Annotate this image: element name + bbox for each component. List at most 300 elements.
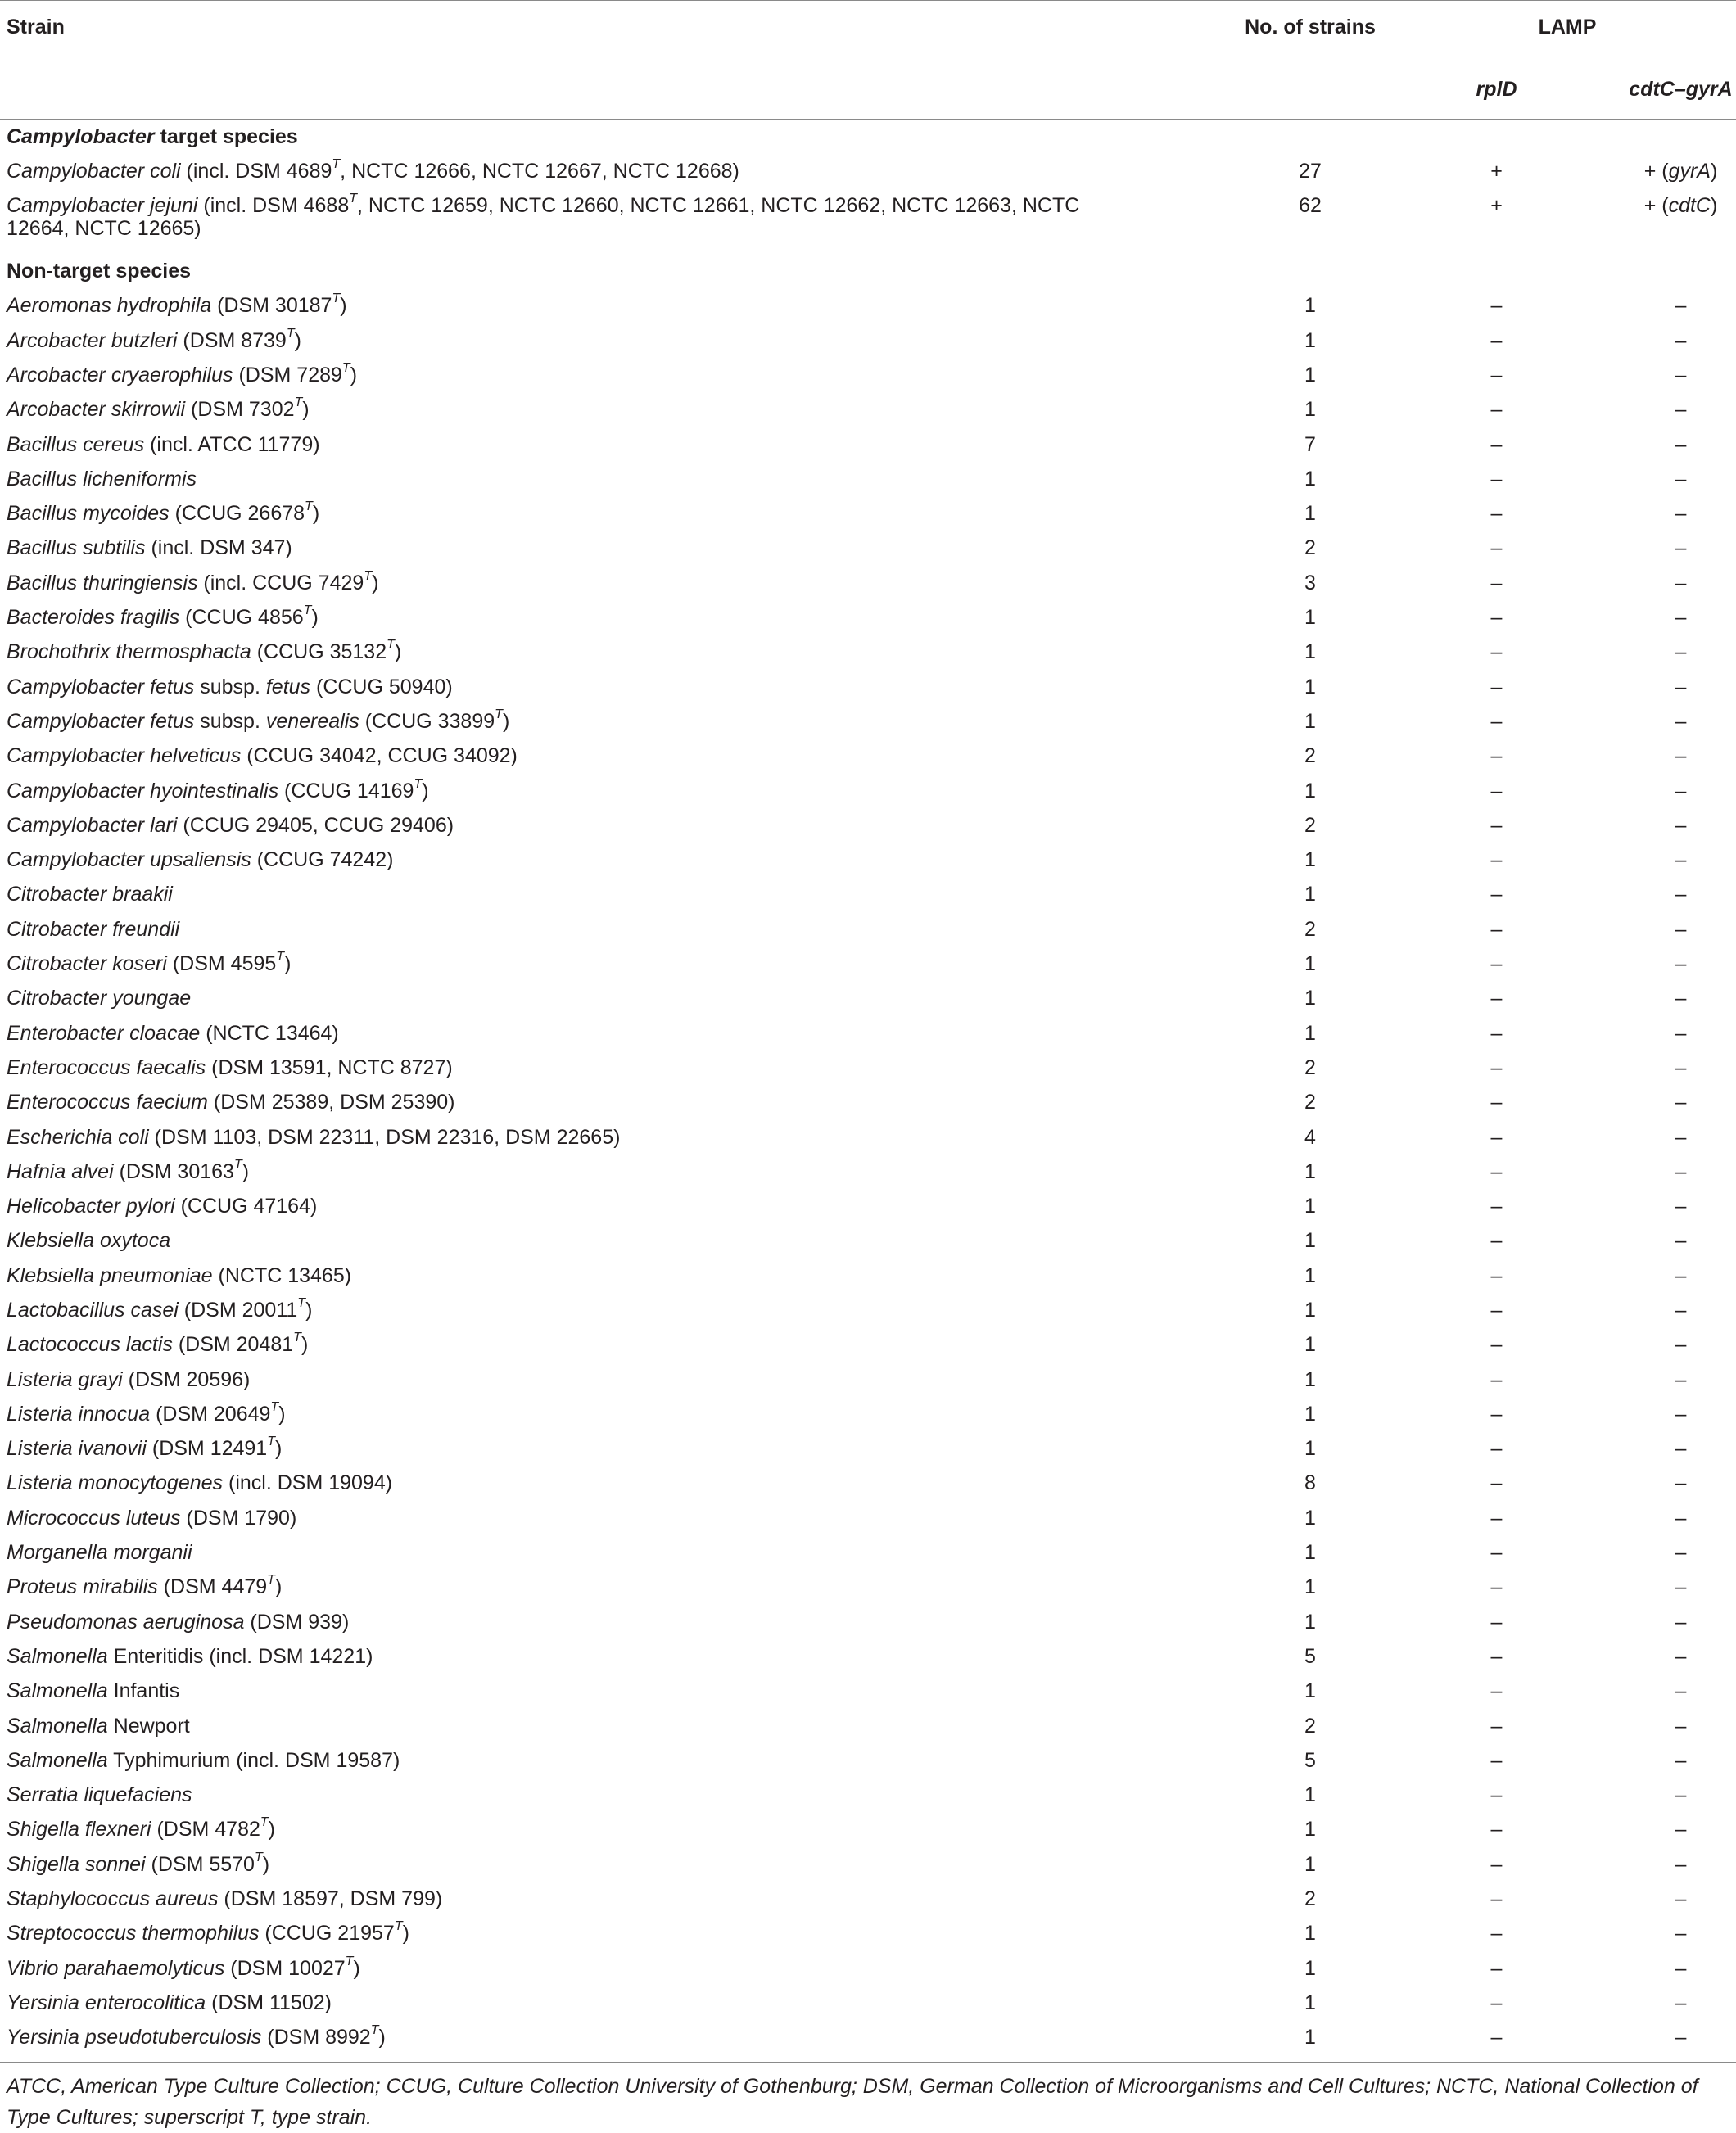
- table-row: [0, 1155, 1736, 1189]
- strain-cell: [0, 323, 1130, 358]
- num-strains-cell: 2: [1304, 1887, 1316, 1911]
- rplD-result-cell: –: [1490, 1748, 1503, 1772]
- num-strains-cell: 1: [1304, 398, 1316, 422]
- table-row: [0, 1397, 1736, 1431]
- strain-text: (DSM 30163: [113, 1159, 234, 1183]
- cdtC-gyrA-result-cell: + (cdtC): [1643, 194, 1718, 218]
- table-row: [0, 1743, 1736, 1778]
- rplD-result-cell: –: [1490, 744, 1503, 768]
- table-row: [0, 1085, 1736, 1119]
- type-strain-superscript: T: [370, 2023, 379, 2038]
- num-strains-cell: 2: [1304, 813, 1316, 837]
- rplD-result-cell: –: [1490, 502, 1503, 526]
- strain-name-italic: Salmonella: [7, 1644, 108, 1668]
- strain-name-italic: Listeria grayi: [7, 1367, 123, 1391]
- strain-cell: [0, 1674, 1130, 1708]
- type-strain-superscript: T: [303, 603, 312, 618]
- section-header-row: [0, 254, 1736, 288]
- rplD-result-cell: –: [1490, 398, 1503, 422]
- cdtC-gyrA-result-cell: –: [1675, 502, 1687, 526]
- rplD-result-cell: –: [1490, 1229, 1503, 1253]
- rplD-result-cell: –: [1490, 1644, 1503, 1668]
- strain-text: (DSM 20596): [122, 1367, 251, 1391]
- strain-cell: [0, 704, 1130, 739]
- strain-name-italic: Campylobacter hyointestinalis: [7, 779, 279, 802]
- cdtC-gyrA-result-cell: –: [1675, 1055, 1687, 1079]
- strain-text: ): [402, 1922, 409, 1945]
- rplD-result-cell: –: [1490, 363, 1503, 386]
- header-strain: Strain: [0, 1, 1130, 67]
- strain-cell: [0, 774, 1130, 808]
- num-strains-cell: 3: [1304, 571, 1316, 594]
- header-row-2: [0, 66, 1736, 120]
- section-title-text: Non-target species: [7, 260, 192, 283]
- strain-text: ): [502, 709, 510, 733]
- section-header-row: [0, 120, 1736, 154]
- table-row: [0, 1535, 1736, 1570]
- table-row: [0, 1466, 1736, 1500]
- strain-text: subsp.: [194, 675, 266, 698]
- num-strains-cell: 1: [1304, 1367, 1316, 1391]
- cdtC-gyrA-result-cell: –: [1675, 1610, 1687, 1634]
- strain-name-italic: Bacillus thuringiensis: [7, 571, 198, 594]
- num-strains-cell: 1: [1304, 779, 1316, 802]
- num-strains-cell: 1: [1304, 1506, 1316, 1530]
- cdtC-gyrA-result-cell: –: [1675, 398, 1687, 422]
- strain-text: (DSM 1790): [180, 1506, 297, 1530]
- strain-name-italic: Serratia liquefaciens: [7, 1783, 192, 1807]
- strain-name-italic: Klebsiella pneumoniae: [7, 1263, 213, 1287]
- strain-text: (DSM 20649: [150, 1402, 271, 1426]
- strain-text: (CCUG 33899: [359, 709, 495, 733]
- strain-cell: [0, 531, 1130, 565]
- strain-name-italic: Bacillus mycoides: [7, 502, 170, 526]
- strain-cell: [0, 1259, 1130, 1293]
- rplD-result-cell: –: [1490, 1263, 1503, 1287]
- cdtC-gyrA-result-cell: –: [1675, 1575, 1687, 1599]
- strain-text: ): [311, 606, 319, 630]
- cdtC-gyrA-result-cell: –: [1675, 1644, 1687, 1668]
- strain-text: Enteritidis (incl. DSM 14221): [107, 1644, 373, 1668]
- strain-cell: [0, 670, 1130, 704]
- type-strain-superscript: T: [394, 1919, 403, 1934]
- strain-name-italic: Campylobacter jejuni: [7, 194, 198, 218]
- cdtC-gyrA-result-cell: –: [1675, 1956, 1687, 1980]
- table-row: [0, 1882, 1736, 1916]
- strain-name-italic: Campylobacter coli: [7, 159, 181, 183]
- strain-text: (incl. DSM 347): [145, 536, 292, 560]
- strain-name-italic: Aeromonas hydrophila: [7, 294, 212, 318]
- strain-name-italic: Bacteroides fragilis: [7, 606, 180, 630]
- strain-cell: [0, 1223, 1130, 1258]
- strain-cell: [0, 1085, 1130, 1119]
- num-strains-cell: 1: [1304, 709, 1316, 733]
- cdtC-gyrA-result-cell: –: [1675, 1437, 1687, 1461]
- strain-text: (NCTC 13465): [212, 1263, 352, 1287]
- type-strain-superscript: T: [294, 395, 303, 410]
- cdtC-gyrA-result-cell: –: [1675, 709, 1687, 733]
- type-strain-superscript: T: [495, 707, 503, 721]
- num-strains-cell: 1: [1304, 467, 1316, 490]
- strain-name-italic: fetus: [265, 675, 311, 698]
- rplD-result-cell: –: [1490, 1922, 1503, 1945]
- table-row: [0, 600, 1736, 635]
- table-row: [0, 877, 1736, 911]
- cdtC-gyrA-result-cell: –: [1675, 1402, 1687, 1426]
- table-row: [0, 947, 1736, 981]
- table-row: [0, 154, 1736, 188]
- table-row: [0, 1051, 1736, 1085]
- table-row: [0, 288, 1736, 323]
- strain-text: (incl. CCUG 7429: [197, 571, 364, 594]
- result-gene-note: gyrA: [1668, 159, 1711, 183]
- rplD-result-cell: –: [1490, 1783, 1503, 1807]
- rplD-result-cell: –: [1490, 1991, 1503, 2014]
- strain-text: (DSM 12491: [146, 1437, 268, 1461]
- strain-cell: [0, 843, 1130, 877]
- strain-name-italic: Proteus mirabilis: [7, 1575, 158, 1599]
- strain-text: (DSM 939): [244, 1610, 350, 1634]
- rplD-result-cell: +: [1490, 194, 1503, 218]
- header-lamp: LAMP: [1399, 16, 1736, 56]
- type-strain-superscript: T: [276, 950, 285, 965]
- result-gene-note: cdtC: [1668, 194, 1711, 218]
- table-row: [0, 1951, 1736, 1986]
- cdtC-gyrA-result-cell: –: [1675, 952, 1687, 976]
- type-strain-superscript: T: [341, 360, 350, 375]
- strain-cell: [0, 1743, 1130, 1778]
- strain-cell: [0, 1327, 1130, 1362]
- cdtC-gyrA-result-cell: –: [1675, 779, 1687, 802]
- type-strain-superscript: T: [267, 1573, 275, 1588]
- num-strains-cell: 1: [1304, 1922, 1316, 1945]
- strain-cell: [0, 947, 1130, 981]
- strain-name-italic: Morganella morganii: [7, 1541, 192, 1565]
- rplD-result-cell: –: [1490, 640, 1503, 664]
- strain-name-italic: Brochothrix thermosphacta: [7, 640, 251, 664]
- cdtC-gyrA-result-cell: –: [1675, 294, 1687, 318]
- type-strain-superscript: T: [332, 156, 341, 171]
- strain-cell: [0, 1466, 1130, 1500]
- num-strains-cell: 1: [1304, 1575, 1316, 1599]
- rplD-result-cell: –: [1490, 1575, 1503, 1599]
- strain-cell: [0, 1155, 1130, 1189]
- num-strains-cell: 1: [1304, 1783, 1316, 1807]
- table-row: [0, 912, 1736, 947]
- strain-text: (DSM 8739: [177, 328, 287, 352]
- num-strains-cell: 1: [1304, 294, 1316, 318]
- header-cdtC-gyrA: cdtC–gyrA: [1552, 66, 1736, 120]
- table-row: [0, 496, 1736, 531]
- num-strains-cell: 1: [1304, 1299, 1316, 1322]
- rplD-result-cell: –: [1490, 1402, 1503, 1426]
- num-strains-cell: 1: [1304, 1818, 1316, 1842]
- num-strains-cell: 1: [1304, 883, 1316, 906]
- table-row: [0, 635, 1736, 669]
- strain-cell: [0, 427, 1130, 462]
- table-row: [0, 427, 1736, 462]
- strain-cell: [0, 981, 1130, 1015]
- rplD-result-cell: –: [1490, 952, 1503, 976]
- num-strains-cell: 2: [1304, 1714, 1316, 1738]
- table-row: [0, 670, 1736, 704]
- num-strains-cell: 1: [1304, 1263, 1316, 1287]
- rplD-result-cell: –: [1490, 1956, 1503, 1980]
- table-footnote: ATCC, American Type Culture Collection; CCUG, Culture Collection University of Gothenburg; DSM, German Collection of Microorganisms and Cell Cultures; NCTC, National Collection of Type Cultures; superscript T, type strain.: [0, 2062, 1736, 2133]
- table-row: [0, 462, 1736, 496]
- strain-name-italic: Hafnia alvei: [7, 1159, 114, 1183]
- strain-text: (CCUG 29405, CCUG 29406): [177, 813, 454, 837]
- strain-text: , NCTC 12666, NCTC 12667, NCTC 12668): [340, 159, 739, 183]
- cdtC-gyrA-result-cell: –: [1675, 1125, 1687, 1149]
- rplD-result-cell: –: [1490, 709, 1503, 733]
- table-row: [0, 981, 1736, 1015]
- strain-text: (DSM 10027: [224, 1956, 346, 1980]
- result-symbol: +: [1643, 159, 1657, 183]
- num-strains-cell: 1: [1304, 675, 1316, 698]
- strain-text: (incl. ATCC 11779): [144, 432, 320, 456]
- strain-name-italic: Citrobacter youngae: [7, 987, 192, 1010]
- num-strains-cell: 5: [1304, 1748, 1316, 1772]
- strain-cell: [0, 1431, 1130, 1466]
- cdtC-gyrA-result-cell: –: [1675, 987, 1687, 1010]
- strain-cell: [0, 2020, 1130, 2054]
- strain-text: (CCUG 14169: [278, 779, 414, 802]
- strain-cell: [0, 566, 1130, 600]
- type-strain-superscript: T: [293, 1331, 301, 1345]
- strain-name-italic: Lactococcus lactis: [7, 1333, 173, 1357]
- strain-text: (CCUG 4856: [179, 606, 304, 630]
- strain-text: (DSM 30187: [211, 294, 332, 318]
- header-row-1: [0, 1, 1736, 67]
- rplD-result-cell: –: [1490, 848, 1503, 872]
- num-strains-cell: 1: [1304, 1679, 1316, 1703]
- section-title-italic: Campylobacter: [7, 125, 155, 148]
- strain-cell: [0, 600, 1130, 635]
- num-strains-cell: 1: [1304, 1229, 1316, 1253]
- strain-cell: [0, 1120, 1130, 1155]
- table-row: [0, 1570, 1736, 1604]
- strain-text: (incl. DSM 19094): [223, 1471, 393, 1495]
- num-strains-cell: 1: [1304, 1610, 1316, 1634]
- num-strains-cell: 1: [1304, 1541, 1316, 1565]
- strain-name-italic: Bacillus subtilis: [7, 536, 146, 560]
- rplD-result-cell: –: [1490, 1159, 1503, 1183]
- table-row: [0, 1189, 1736, 1223]
- strain-text: ): [278, 1402, 286, 1426]
- strain-text: (DSM 4479: [157, 1575, 268, 1599]
- cdtC-gyrA-result-cell: –: [1675, 813, 1687, 837]
- num-strains-cell: 1: [1304, 1991, 1316, 2014]
- cdtC-gyrA-result-cell: –: [1675, 675, 1687, 698]
- strain-name-italic: Yersinia enterocolitica: [7, 1991, 206, 2014]
- strain-name-italic: Lactobacillus casei: [7, 1299, 179, 1322]
- rplD-result-cell: –: [1490, 1471, 1503, 1495]
- strain-text: (DSM 4595: [166, 952, 277, 976]
- strain-text: ): [305, 1299, 313, 1322]
- strain-name-italic: Salmonella: [7, 1714, 108, 1738]
- strain-name-italic: Citrobacter koseri: [7, 952, 167, 976]
- rplD-result-cell: –: [1490, 1887, 1503, 1911]
- strain-text: Infantis: [107, 1679, 180, 1703]
- rplD-result-cell: –: [1490, 1021, 1503, 1045]
- cdtC-gyrA-result-cell: –: [1675, 883, 1687, 906]
- rplD-result-cell: –: [1490, 536, 1503, 560]
- strain-text: , NCTC 12659, NCTC 12660, NCTC 12661, NCTC 12662, NCTC 12663, NCTC 12664, NCTC 12665): [7, 194, 1080, 241]
- strain-cell: [0, 1605, 1130, 1639]
- cdtC-gyrA-result-cell: –: [1675, 848, 1687, 872]
- table-row: [0, 1605, 1736, 1639]
- strain-name-italic: Shigella flexneri: [7, 1818, 151, 1842]
- strain-text: (DSM 7302: [185, 398, 295, 422]
- strain-text: (incl. DSM 4689: [180, 159, 332, 183]
- strain-name-italic: Arcobacter cryaerophilus: [7, 363, 233, 386]
- rplD-result-cell: –: [1490, 571, 1503, 594]
- table-row: [0, 566, 1736, 600]
- table-row: [0, 1639, 1736, 1674]
- table-row: [0, 1501, 1736, 1535]
- section-title: [0, 120, 1736, 154]
- table-row: [0, 1674, 1736, 1708]
- strain-text: ): [378, 2026, 386, 2049]
- cdtC-gyrA-result-cell: –: [1675, 571, 1687, 594]
- strain-cell: [0, 1778, 1130, 1812]
- rplD-result-cell: –: [1490, 1714, 1503, 1738]
- type-strain-superscript: T: [345, 1954, 354, 1968]
- type-strain-superscript: T: [364, 568, 373, 583]
- num-strains-cell: 1: [1304, 2026, 1316, 2049]
- cdtC-gyrA-result-cell: –: [1675, 1714, 1687, 1738]
- strain-text: (CCUG 74242): [251, 848, 394, 872]
- strain-text: (DSM 11502): [206, 1991, 332, 2014]
- strain-text: ): [301, 1333, 309, 1357]
- strain-text: ): [242, 1159, 250, 1183]
- header-blank-1: [0, 66, 1130, 120]
- rplD-result-cell: –: [1490, 1367, 1503, 1391]
- rplD-result-cell: –: [1490, 883, 1503, 906]
- cdtC-gyrA-result-cell: –: [1675, 1818, 1687, 1842]
- cdtC-gyrA-result-cell: –: [1675, 1021, 1687, 1045]
- strain-name-italic: Campylobacter upsaliensis: [7, 848, 251, 872]
- num-strains-cell: 1: [1304, 328, 1316, 352]
- table-row: [0, 1016, 1736, 1051]
- cdtC-gyrA-result-cell: –: [1675, 1748, 1687, 1772]
- type-strain-superscript: T: [254, 1850, 263, 1864]
- header-rplD: rplD: [1376, 66, 1552, 120]
- cdtC-gyrA-result-cell: –: [1675, 1887, 1687, 1911]
- strain-cell: [0, 739, 1130, 773]
- num-strains-cell: 1: [1304, 1333, 1316, 1357]
- strain-cell: [0, 1293, 1130, 1327]
- strain-name-italic: Campylobacter fetus: [7, 675, 195, 698]
- table-row: [0, 1847, 1736, 1882]
- strain-text: subsp.: [194, 709, 266, 733]
- cdtC-gyrA-result-cell: –: [1675, 1333, 1687, 1357]
- strain-text: (DSM 18597, DSM 799): [218, 1887, 443, 1911]
- num-strains-cell: 27: [1299, 159, 1322, 183]
- rplD-result-cell: –: [1490, 1679, 1503, 1703]
- cdtC-gyrA-result-cell: –: [1675, 917, 1687, 941]
- cdtC-gyrA-result-cell: –: [1675, 1299, 1687, 1322]
- rplD-result-cell: –: [1490, 1852, 1503, 1876]
- strain-text: (NCTC 13464): [200, 1021, 339, 1045]
- strain-text: (DSM 1103, DSM 22311, DSM 22316, DSM 22665): [148, 1125, 621, 1149]
- strain-name-italic: Enterobacter cloacae: [7, 1021, 201, 1045]
- rplD-result-cell: –: [1490, 1125, 1503, 1149]
- rplD-result-cell: –: [1490, 294, 1503, 318]
- strain-cell: [0, 496, 1130, 531]
- num-strains-cell: 1: [1304, 363, 1316, 386]
- strain-cell: [0, 1882, 1130, 1916]
- strain-name-italic: Klebsiella oxytoca: [7, 1229, 171, 1253]
- table-row: [0, 1120, 1736, 1155]
- strain-name-italic: Micrococcus luteus: [7, 1506, 181, 1530]
- num-strains-cell: 1: [1304, 502, 1316, 526]
- strain-cell: [0, 154, 1130, 188]
- strain-text: ): [274, 1575, 283, 1599]
- strain-name-italic: Staphylococcus aureus: [7, 1887, 219, 1911]
- table-row: [0, 1709, 1736, 1743]
- type-strain-superscript: T: [267, 1435, 275, 1449]
- type-strain-superscript: T: [260, 1815, 269, 1830]
- header-num-strains: No. of strains: [1130, 1, 1376, 67]
- rplD-result-cell: +: [1490, 159, 1503, 183]
- num-strains-cell: 8: [1304, 1471, 1316, 1495]
- strain-text: Newport: [107, 1714, 190, 1738]
- rplD-result-cell: –: [1490, 1610, 1503, 1634]
- strain-text: ): [372, 571, 379, 594]
- table-row: [0, 843, 1736, 877]
- strain-cell: [0, 1709, 1130, 1743]
- strain-cell: [0, 635, 1130, 669]
- cdtC-gyrA-result-cell: –: [1675, 1541, 1687, 1565]
- strain-cell: [0, 1051, 1130, 1085]
- strain-text: (DSM 8992: [261, 2026, 371, 2049]
- rplD-result-cell: –: [1490, 1437, 1503, 1461]
- strain-name-italic: Enterococcus faecalis: [7, 1055, 206, 1079]
- rplD-result-cell: –: [1490, 1506, 1503, 1530]
- strain-text: ): [302, 398, 310, 422]
- cdtC-gyrA-result-cell: –: [1675, 467, 1687, 490]
- cdtC-gyrA-result-cell: –: [1675, 1471, 1687, 1495]
- rplD-result-cell: –: [1490, 813, 1503, 837]
- cdtC-gyrA-result-cell: –: [1675, 363, 1687, 386]
- type-strain-superscript: T: [349, 192, 358, 206]
- strain-name-italic: Campylobacter fetus: [7, 709, 195, 733]
- type-strain-superscript: T: [305, 499, 313, 514]
- strain-cell: [0, 1189, 1130, 1223]
- strain-name-italic: Escherichia coli: [7, 1125, 149, 1149]
- strain-cell: [0, 1397, 1130, 1431]
- strain-text: Typhimurium (incl. DSM 19587): [107, 1748, 400, 1772]
- rplD-result-cell: –: [1490, 779, 1503, 802]
- table-row: [0, 1362, 1736, 1397]
- strain-text: (DSM 20481: [172, 1333, 294, 1357]
- type-strain-superscript: T: [387, 638, 395, 653]
- header-lamp-cell: [1376, 1, 1736, 67]
- rplD-result-cell: –: [1490, 1333, 1503, 1357]
- strain-name-italic: Listeria ivanovii: [7, 1437, 147, 1461]
- strain-text: ): [262, 1852, 270, 1876]
- strain-name-italic: Yersinia pseudotuberculosis: [7, 2026, 262, 2049]
- table-row: [0, 1293, 1736, 1327]
- table-row: [0, 1812, 1736, 1846]
- rplD-result-cell: –: [1490, 675, 1503, 698]
- strain-cell: [0, 1501, 1130, 1535]
- result-symbol: +: [1643, 194, 1657, 218]
- strain-name-italic: Pseudomonas aeruginosa: [7, 1610, 245, 1634]
- strain-text: ): [353, 1956, 360, 1980]
